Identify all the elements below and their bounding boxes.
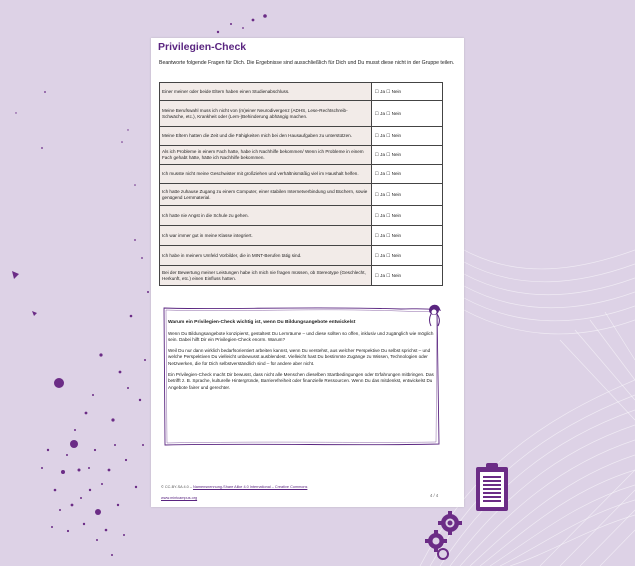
- info-paragraph: Ein Privilegien-Check macht Dir bewusst, dass nicht alle Menschen dieselben Startbedingungen oder Erfahrungen mitbringen. Das betrifft z. B. Sprache, kulturelle Hintergründe, Barrierefreiheit oder finanzielle Ressourcen. Wenn Du das mitdenkst, entwickelst Du Angebote fairer und gerechter.: [168, 371, 434, 390]
- answer-checkboxes[interactable]: ☐ Ja ☐ Nein: [371, 83, 442, 101]
- license-prefix: © CC-BY-SA 4.0 –: [161, 485, 193, 489]
- page-title: Privilegien-Check: [158, 41, 247, 53]
- table-row: [160, 127, 443, 146]
- license-line: [161, 485, 307, 489]
- table-row: [160, 101, 443, 127]
- table-row: [160, 83, 443, 101]
- table-row: [160, 266, 443, 286]
- question-cell: Ich hatte nie Angst in die Schule zu gehen.: [160, 206, 372, 226]
- website-link[interactable]: www.mintcampus.org: [161, 496, 198, 500]
- answer-checkboxes[interactable]: ☐ Ja ☐ Nein: [371, 266, 442, 286]
- answer-checkboxes[interactable]: ☐ Ja ☐ Nein: [371, 184, 442, 206]
- question-cell: Meine Berufswahl muss ich nicht von (m)einer Neurodivergenz (ADHS, Lese-Rechtschreib-Schwäche, etc.), Krankheit oder (Lern-)Behinderung abhängig machen.: [160, 101, 372, 127]
- answer-checkboxes[interactable]: ☐ Ja ☐ Nein: [371, 146, 442, 165]
- question-table: [159, 82, 443, 286]
- question-cell: Ich war immer gut in meine Klasse integriert.: [160, 226, 372, 246]
- info-box-heading: Warum ein Privilegien-Check wichtig ist, wenn Du Bildungsangebote entwickelst: [168, 320, 356, 325]
- info-box: [161, 306, 441, 446]
- answer-checkboxes[interactable]: ☐ Ja ☐ Nein: [371, 206, 442, 226]
- question-cell: Als ich Probleme in einem Fach hatte, habe ich Nachhilfe bekommen/ Wenn ich Probleme in einem Fach gehabt hätte, hätte ich Nachhilfe bekommen.: [160, 146, 372, 165]
- answer-checkboxes[interactable]: ☐ Ja ☐ Nein: [371, 127, 442, 146]
- table-row: [160, 226, 443, 246]
- question-cell: Ich musste nicht meine Geschwister mit großziehen und verhältnismäßig viel im Haushalt helfen.: [160, 165, 372, 184]
- info-box-content: [168, 320, 434, 395]
- gear-icon: [422, 510, 464, 562]
- table-row: [160, 184, 443, 206]
- table-row: [160, 165, 443, 184]
- answer-checkboxes[interactable]: ☐ Ja ☐ Nein: [371, 101, 442, 127]
- license-link[interactable]: Namensnennung-Share Alike 4.0 International – Creative Commons: [193, 485, 308, 489]
- info-paragraph: Wenn Du Bildungsangebote konzipierst, gestaltest Du Lernräume – und diese sollten so offen, inklusiv und zugänglich wie möglich sein. Dabei hilft Dir ein Privilegien-Check enorm. Warum?: [168, 330, 434, 343]
- table-row: [160, 146, 443, 165]
- question-cell: Meine Eltern hatten die Zeit und die Fähigkeiten mich bei den Hausaufgaben zu unterstützen.: [160, 127, 372, 146]
- answer-checkboxes[interactable]: ☐ Ja ☐ Nein: [371, 226, 442, 246]
- answer-checkboxes[interactable]: ☐ Ja ☐ Nein: [371, 246, 442, 266]
- clipboard-icon: [474, 461, 510, 513]
- question-cell: Ich habe in meinem Umfeld Vorbilder, die in MINT-Berufen tätig sind.: [160, 246, 372, 266]
- person-icon: [421, 302, 445, 328]
- question-cell: Ich hatte zuhause Zugang zu einem Computer, einer stabilen Internetverbindung und Büchern, sowie genügend Lernmaterial.: [160, 184, 372, 206]
- question-cell: Einer meiner oder beide Eltern haben einen Studienabschluss.: [160, 83, 372, 101]
- table-row: [160, 206, 443, 226]
- page-number: 4 / 4: [430, 493, 439, 498]
- table-row: [160, 246, 443, 266]
- question-cell: Bei der Bewertung meiner Leistungen habe ich mich nie fragen müssen, ob Stereotype (Geschlecht, Herkunft, etc.) einen Einfluss hatten.: [160, 266, 372, 286]
- intro-text: Beantworte folgende Fragen für Dich. Die Ergebnisse sind ausschließlich für Dich und Du musst diese nicht in der Gruppe teilen.: [159, 60, 455, 66]
- document-page: [151, 38, 464, 507]
- answer-checkboxes[interactable]: ☐ Ja ☐ Nein: [371, 165, 442, 184]
- info-paragraph: Weil Du nur dann wirklich bedarfsorientiert arbeiten kannst, wenn Du verstehst, aus welcher Perspektive Du selbst sprichst – und welche Perspektiven Du vielleicht unbewusst ausblendest. Vielleicht hast Du bestimmte Zugänge zu Wissen, Technologien oder Netzwerken, die für Dich selbstverständlich sind – für andere aber nicht.: [168, 347, 431, 366]
